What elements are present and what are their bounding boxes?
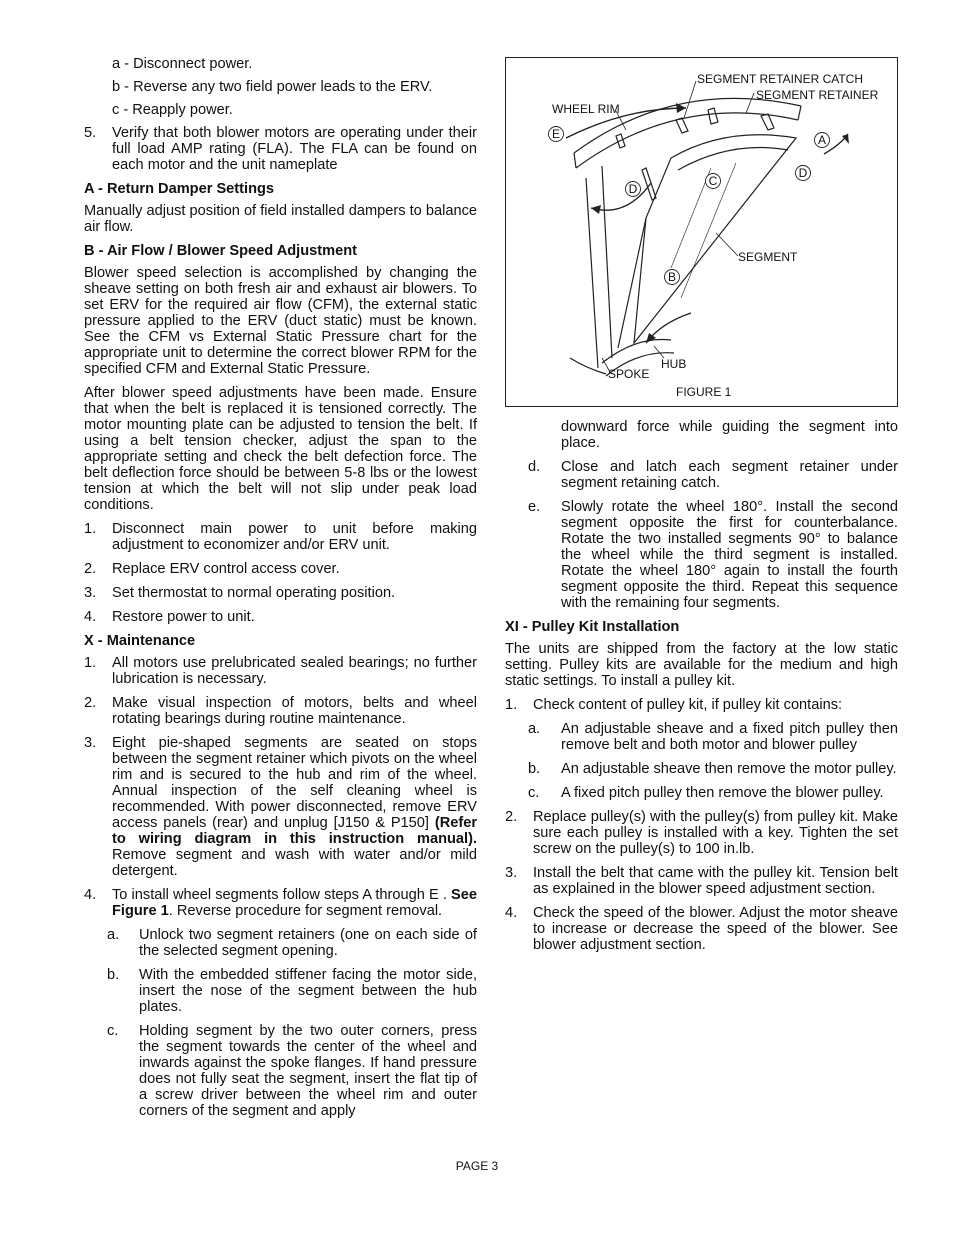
sub-list-item: c. A fixed pitch pulley then remove the blower pulley. — [528, 785, 884, 801]
paragraph-belt-tension: After blower speed adjustments have been made. Ensure that when the belt is replaced it is tensioned correctly. The motor mounting plate can be adjusted to tension the belt. If using a belt tension checker, adjust the span to the appropriate setting and check the belt defection force. The belt deflection force should be between 5-8 lbs or the lowest tension at which the belt will not slip under peak load conditions. — [84, 385, 477, 513]
label-hub: HUB — [661, 357, 687, 371]
right-column — [505, 419, 898, 961]
page-number: PAGE 3 — [455, 1159, 499, 1173]
sub-list-item: d. Close and latch each segment retainer under segment retaining catch. — [528, 459, 898, 491]
list-item: 4. Restore power to unit. — [84, 609, 255, 625]
label-segment: SEGMENT — [738, 250, 798, 264]
sub-list-item: e. Slowly rotate the wheel 180°. Install the second segment opposite the first for counterbalance. Rotate the two installed segments 90° to balance the wheel while the third segment is installed. Rotate the wheel 180° again to install the fourth segment opposite the third. Repeat this sequence with the remaining four segments. — [528, 499, 898, 611]
figure-caption: FIGURE 1 — [676, 385, 732, 399]
sub-list-item: b. An adjustable sheave then remove the motor pulley. — [528, 761, 897, 777]
list-item: 1. Check content of pulley kit, if pulley kit contains: — [505, 697, 843, 713]
marker-b: B — [667, 270, 677, 284]
paragraph-blower-speed: Blower speed selection is accomplished by changing the sheave setting on both fresh air and exhaust air blowers. To set ERV for the required air flow (CFM), the external static pressure applied to the ERV (duct static) must be known. See the CFM vs External Static Pressure chart for the appropriate unit to determine the correct blower RPM for the specified CFM and External Static Pressure. — [84, 265, 477, 377]
list-item: 2. Replace pulley(s) with the pulley(s) from pulley kit. Make sure each pulley is installed with a key. Tighten the set screw on the pulley(s) to 100 in.lb. — [505, 809, 898, 857]
marker-c: C — [708, 174, 718, 188]
label-segment-retainer-catch: SEGMENT RETAINER CATCH — [697, 72, 864, 86]
list-item: 3. Eight pie-shaped segments are seated on stops between the segment retainer which pivots on the wheel rim and is secured to the hub and rim of the wheel. Annual inspection of the self cleaning wheel is recommended. With power disconnected, remove ERV access panels (rear) and unplug [J150 & P150] (Refer to wiring diagram in this instruction manual). Remove segment and wash with water and/or mild detergent. — [84, 735, 477, 879]
list-item: 3. Set thermostat to normal operating position. — [84, 585, 396, 601]
heading-pulley-kit: XI - Pulley Kit Installation — [505, 619, 680, 635]
heading-air-flow: B - Air Flow / Blower Speed Adjustment — [84, 243, 357, 259]
marker-e: E — [551, 127, 561, 141]
left-column — [84, 56, 477, 1127]
wheel-segment-illustration — [506, 58, 899, 408]
sub-list-item: a. An adjustable sheave and a fixed pitch pulley then remove belt and both motor and blower pulley — [528, 721, 898, 753]
sub-list-item: b. With the embedded stiffener facing the motor side, insert the nose of the segment between the hub plates. — [107, 967, 477, 1015]
list-item: 2. Replace ERV control access cover. — [84, 561, 340, 577]
step-c-reapply: c - Reapply power. — [112, 102, 233, 118]
heading-maintenance: X - Maintenance — [84, 633, 196, 649]
label-wheel-rim: WHEEL RIM — [552, 102, 620, 116]
list-item: 4. To install wheel segments follow steps A through E . See Figure 1. Reverse procedure for segment removal. — [84, 887, 477, 919]
sub-list-item: c. Holding segment by the two outer corners, press the segment towards the center of the wheel and inwards against the spoke flanges. If hand pressure does not fully seat the segment, insert the flat tip of a screw driver between the wheel rim and outer corners of the segment and apply — [107, 1023, 477, 1119]
list-item: 4. Check the speed of the blower. Adjust the motor sheave to increase or decrease the speed of the blower. See blower adjustment section. — [505, 905, 898, 953]
paragraph-return-damper: Manually adjust position of field installed dampers to balance air flow. — [84, 203, 477, 235]
step-c-continued: downward force while guiding the segment into place. — [561, 419, 898, 451]
label-segment-retainer: SEGMENT RETAINER — [756, 88, 879, 102]
marker-d: D — [798, 166, 808, 180]
list-item: 1. All motors use prelubricated sealed bearings; no further lubrication is necessary. — [84, 655, 477, 687]
sub-list-item: a. Unlock two segment retainers (one on each side of the selected segment opening. — [107, 927, 477, 959]
figure-1-wheel-diagram — [505, 57, 898, 407]
step-b-reverse-leads: b - Reverse any two field power leads to the ERV. — [112, 79, 433, 95]
marker-a: A — [817, 133, 827, 147]
marker-d: D — [628, 182, 638, 196]
list-item: 2. Make visual inspection of motors, belts and wheel rotating bearings during routine maintenance. — [84, 695, 477, 727]
list-item: 3. Install the belt that came with the pulley kit. Tension belt as explained in the blower speed adjustment section. — [505, 865, 898, 897]
list-item: 1. Disconnect main power to unit before making adjustment to economizer and/or ERV unit. — [84, 521, 477, 553]
step-a-disconnect: a - Disconnect power. — [112, 56, 253, 72]
heading-return-damper: A - Return Damper Settings — [84, 181, 275, 197]
list-item-5: 5. Verify that both blower motors are operating under their full load AMP rating (FLA). The FLA can be found on each motor and the unit nameplate — [84, 125, 477, 173]
paragraph-pulley-kit: The units are shipped from the factory at the low static setting. Pulley kits are available for the medium and high static settings. To install a pulley kit. — [505, 641, 898, 689]
label-spoke: SPOKE — [608, 367, 650, 381]
